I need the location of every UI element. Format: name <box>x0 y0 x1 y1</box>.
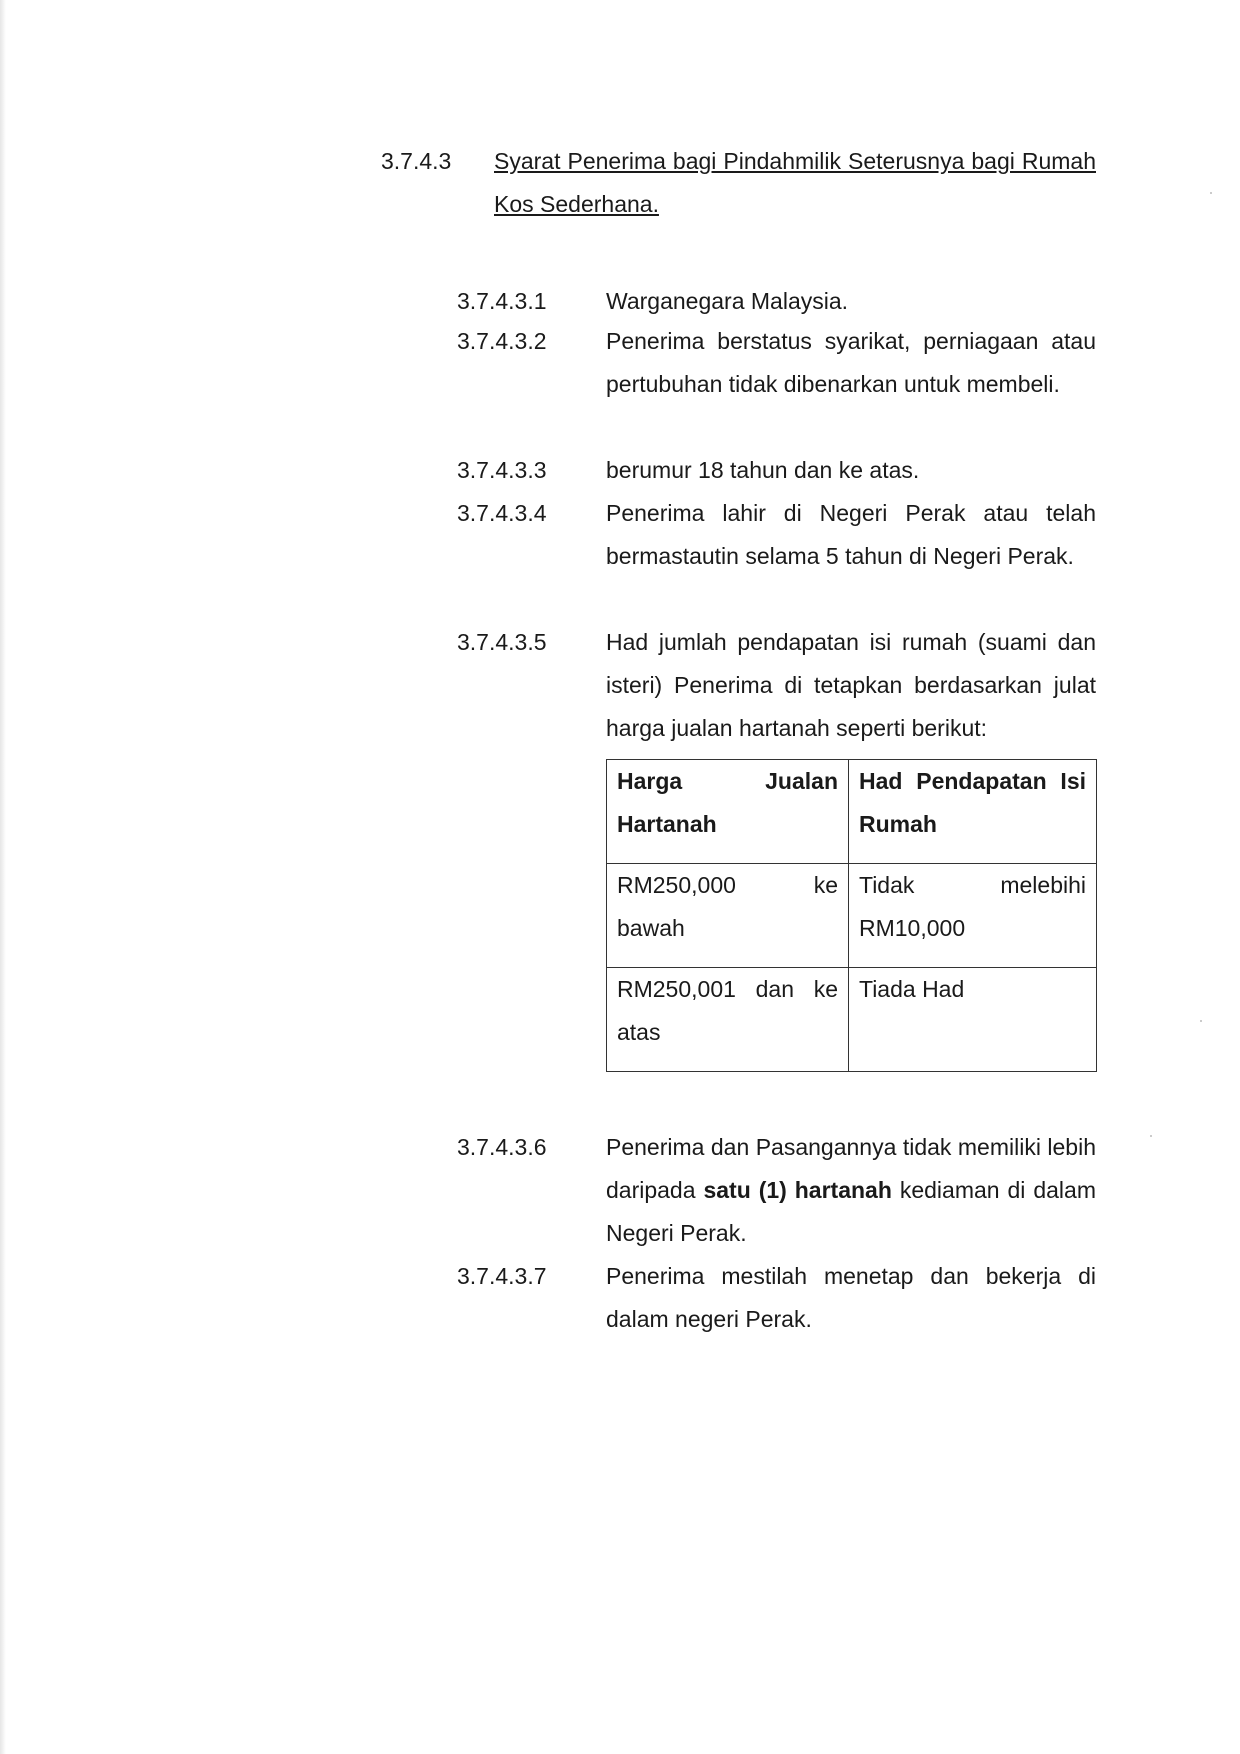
item-text: Penerima mestilah menetap dan bekerja di dalam negeri Perak. <box>606 1263 1096 1332</box>
scan-speck <box>1150 1135 1152 1137</box>
item-number: 3.7.4.3.5 <box>457 629 547 655</box>
item-text: Warganegara Malaysia. <box>606 288 849 314</box>
table-row <box>607 968 1097 1072</box>
item-text <box>606 1126 1096 1255</box>
section-title: Syarat Penerima bagi Pindahmilik Seterusnya bagi Rumah Kos Sederhana. <box>494 148 1096 217</box>
item-text: berumur 18 tahun dan ke atas. <box>606 457 920 483</box>
table-cell: Tiada Had <box>849 968 1097 1072</box>
item-number: 3.7.4.3.1 <box>457 288 547 314</box>
scan-speck <box>1210 192 1212 194</box>
table-cell: RM250,001 dan ke atas <box>607 968 849 1072</box>
item-number: 3.7.4.3.4 <box>457 500 547 526</box>
table-header-cell: Harga Jualan Hartanah <box>607 760 849 864</box>
page-edge-shadow <box>0 0 6 1754</box>
table-header-cell: Had Pendapatan Isi Rumah <box>849 760 1097 864</box>
table-header-row <box>607 760 1097 864</box>
item-text-part: kediaman di dalam Negeri Perak. <box>606 1177 1096 1246</box>
item-number: 3.7.4.3.3 <box>457 457 547 483</box>
income-limit-table <box>606 759 1097 1072</box>
item-text-part: Penerima dan Pasangannya tidak memiliki lebih daripada <box>606 1134 1096 1203</box>
item-text: Had jumlah pendapatan isi rumah (suami dan isteri) Penerima di tetapkan berdasarkan julat harga jualan hartanah seperti berikut: <box>606 629 1096 741</box>
item-text-bold: satu (1) hartanah <box>703 1177 892 1203</box>
item-text: Penerima berstatus syarikat, perniagaan atau pertubuhan tidak dibenarkan untuk membeli. <box>606 328 1096 397</box>
table-cell: RM250,000 ke bawah <box>607 864 849 968</box>
item-number: 3.7.4.3.2 <box>457 328 547 354</box>
item-text: Penerima lahir di Negeri Perak atau telah bermastautin selama 5 tahun di Negeri Perak. <box>606 500 1096 569</box>
section-number: 3.7.4.3 <box>381 148 452 174</box>
scan-speck <box>1200 1020 1202 1022</box>
item-number: 3.7.4.3.7 <box>457 1263 547 1289</box>
table-cell: Tidak melebihi RM10,000 <box>849 864 1097 968</box>
table-row <box>607 864 1097 968</box>
item-number: 3.7.4.3.6 <box>457 1134 547 1160</box>
